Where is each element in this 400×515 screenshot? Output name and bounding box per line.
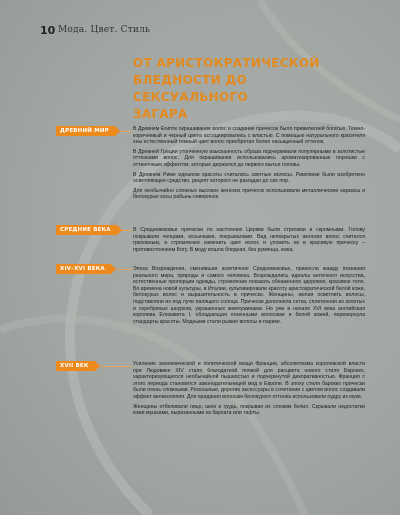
paragraph: Усиление экономической и политической мощи Франции, абсолютизма королевской власти при Людовике XIV стало благодатной почвой для расцвета нового стиля Барокко, характеризующегося необычайной пышностью и подчеркнутой декоративностью. Франция с этого периода становится законодательницей мод в Европе. В эпоху стиля барокко прически были очень сложными. Роскошные, дорогие аксессуары в сочетании с цветом волос создавали эффект великолепия. Для придания волосам белокурого оттенка использовали пудру из муки. <box>133 361 365 400</box>
paragraph: В Древнем Риме идеалом красоты считались светлые волосы. Римлянки были изобретено осветляющее средство, рецепт которого не разгадан до сих пор. <box>133 171 365 185</box>
section-body-baroque <box>133 361 365 420</box>
title-line: ЗАГАРА <box>133 107 188 121</box>
page-number: 10 <box>40 24 56 37</box>
title-line: БЛЕДНОСТИ ДО СЕКСУАЛЬНОГО <box>133 73 248 104</box>
paragraph: Эпоха Возрождения, сменившая аскетичное Средневековье, принесла жажду познания реального мира, природы и самого человека. Возрождались идеалы античного искусства, естественные пропорции одежды, стремление показать обнаженное здоровое, красивое тело. Во времена новой культуры, в Италии, культивировали красоту аристократической белой кожи, белокурых волос и выразительность в прическе. Женщины, желая осветлить волосы, подставляли их под лучи палящего солнца. Прически дополняла сетка, сплетенная из золотых и серебряных шнурков, украшенных жемчужинами. Но уже в начале XVI века английская королева Елизавета I, обладающая огненными волосами и белой кожей, перевернула стандарты красоты. Модными стали рыжие волосы и парики. <box>133 266 365 325</box>
running-head: Мода. Цвет. Стиль <box>58 25 151 35</box>
section-body-renaissance <box>133 266 365 328</box>
section-label-middle-ages: СРЕДНИЕ ВЕКА <box>56 225 117 235</box>
paragraph: В Средневековье прически по настоянию Церкви были строгими и скромными. Голову покрывали чепцами, косынками, покрывалами. Вид непокрытых женских волос считался греховным, а стремление изменить цвет волос и уложить их в красивую прическу – противостоянием Богу. В моду вошла бледная, без румянца, кожа. <box>133 227 365 253</box>
section-body-middle-ages <box>133 227 365 256</box>
title-line: ОТ АРИСТОКРАТИЧЕСКОЙ <box>133 56 320 70</box>
page-title <box>133 55 353 123</box>
paragraph: В Древней Греции утонченную изысканность образа подчеркивали популярными в золотистые оттенками волос. Для окрашивания использовались ароматизированные порошки с оттеночным эффектом, которые держался до первого мытья головы. <box>133 148 365 168</box>
section-label-baroque: XVII ВЕК <box>56 361 95 371</box>
paragraph: В Древнем Египте окрашивание волос и создание причесок было привилегией богатых. Темно-коричневый и черный цвета ассоциировались с властью. С помощью натурального красителя хны естественный темный цвет волос приобретал более насыщенный оттенок. <box>133 126 365 146</box>
section-label-renaissance: XIV–XVI ВЕКА <box>56 264 111 274</box>
section-label-ancient: ДРЕВНИЙ МИР <box>56 126 115 136</box>
paragraph: Женщины отбеливали лицо, шею и грудь, покрывая их сложим белил. Скрывали недостатки кожи мушками, вырезанными из бархата или тафты. <box>133 403 365 417</box>
section-body-ancient <box>133 126 365 204</box>
paragraph: Для необычайно сложных высоких женских причесок использовали металлические каркасы и белокурые косы рабынь-северянок. <box>133 187 365 201</box>
